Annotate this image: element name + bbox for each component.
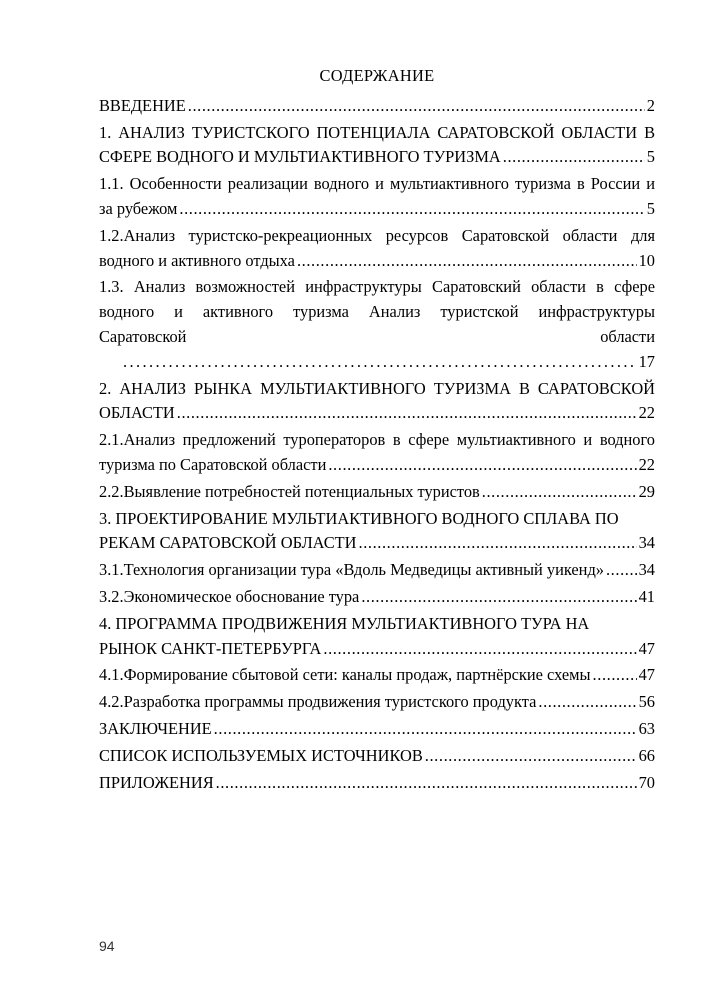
toc-line xyxy=(99,197,655,222)
toc-entry xyxy=(99,744,655,769)
toc-entry xyxy=(99,585,655,610)
page-number: 66 xyxy=(638,745,655,765)
toc-entry xyxy=(99,558,655,583)
page-number: 5 xyxy=(646,198,655,218)
dot-leader xyxy=(361,585,636,610)
toc-line xyxy=(99,771,655,796)
toc-line xyxy=(99,663,655,688)
toc-line: 4. ПРОГРАММА ПРОДВИЖЕНИЯ МУЛЬТИАКТИВНОГО ТУРА НА xyxy=(99,613,590,633)
toc-entry-text: за рубежом xyxy=(99,198,178,218)
toc-line xyxy=(99,531,655,556)
toc-entry-text: ОБЛАСТИ xyxy=(99,403,175,423)
toc-entry xyxy=(99,94,655,119)
toc-line xyxy=(99,744,655,769)
toc-entry xyxy=(99,663,655,688)
page-number: 47 xyxy=(638,665,655,685)
toc-entry xyxy=(99,121,655,171)
toc-title: СОДЕРЖАНИЕ xyxy=(319,66,435,85)
dot-leader xyxy=(503,145,645,170)
dot-leader xyxy=(482,480,637,505)
toc-entry xyxy=(99,480,655,505)
page-number: 34 xyxy=(638,560,655,580)
page-number: 63 xyxy=(638,718,655,738)
toc-line xyxy=(99,637,655,662)
dot-leader xyxy=(216,771,637,796)
page-number: 22 xyxy=(638,454,655,474)
page-number: 22 xyxy=(638,403,655,423)
toc-line xyxy=(99,585,655,610)
toc-entry-text: водного и активного отдыха xyxy=(99,250,295,270)
footer-page-number: 94 xyxy=(99,938,115,954)
dot-leader xyxy=(593,663,637,688)
toc-entry xyxy=(99,717,655,742)
dot-leader xyxy=(123,350,637,375)
toc-line: 3. ПРОЕКТИРОВАНИЕ МУЛЬТИАКТИВНОГО ВОДНОГО СПЛАВА ПО xyxy=(99,508,619,528)
dot-leader xyxy=(328,453,636,478)
dot-leader xyxy=(425,744,637,769)
page-number: 41 xyxy=(638,586,655,606)
toc-entry-text: туризма по Саратовской области xyxy=(99,454,327,474)
toc-line: водного и активного туризма Анализ туристской инфраструктуры xyxy=(99,302,655,322)
toc-entry-text: ПРИЛОЖЕНИЯ xyxy=(99,772,214,792)
page-number: 56 xyxy=(638,692,655,712)
toc-line xyxy=(99,453,655,478)
page-number: 29 xyxy=(638,481,655,501)
toc-line: 1.1. Особенности реализации водного и мультиактивного туризма в России и xyxy=(99,174,655,194)
toc-entry xyxy=(99,690,655,715)
page-number: 70 xyxy=(638,772,655,792)
toc-entry-text: РЫНОК САНКТ-ПЕТЕРБУРГА xyxy=(99,638,322,658)
toc-entry xyxy=(99,507,655,557)
toc-entry-text: СПИСОК ИСПОЛЬЗУЕМЫХ ИСТОЧНИКОВ xyxy=(99,745,423,765)
dot-leader xyxy=(179,197,644,222)
toc-entry xyxy=(99,172,655,222)
dot-leader xyxy=(606,558,637,583)
toc-line xyxy=(99,717,655,742)
dot-leader xyxy=(323,637,636,662)
toc-entry xyxy=(99,428,655,478)
toc-entry xyxy=(99,224,655,274)
page-number: 34 xyxy=(638,533,655,553)
toc-line xyxy=(99,480,655,505)
toc-line: 2.1.Анализ предложений туроператоров в сфере мультиактивного и водного xyxy=(99,430,655,450)
toc-entry-text: 4.2.Разработка программы продвижения туристского продукта xyxy=(99,692,537,712)
toc-entry-text: 4.1.Формирование сбытовой сети: каналы продаж, партнёрские схемы xyxy=(99,665,591,685)
toc-entry-text: 3.2.Экономическое обоснование тура xyxy=(99,586,360,606)
toc-line: 1. АНАЛИЗ ТУРИСТСКОГО ПОТЕНЦИАЛА САРАТОВСКОЙ ОБЛАСТИ В xyxy=(99,122,655,142)
dot-leader xyxy=(177,401,637,426)
toc-line xyxy=(99,94,655,119)
dot-leader xyxy=(214,717,637,742)
dot-leader xyxy=(359,531,637,556)
toc-entry xyxy=(99,275,655,374)
toc-entry-text: 2.2.Выявление потребностей потенциальных туристов xyxy=(99,481,480,501)
toc-line: 1.2.Анализ туристско-рекреационных ресурсов Саратовской области для xyxy=(99,225,655,245)
toc-line xyxy=(99,558,655,583)
toc-line: 1.3. Анализ возможностей инфраструктуры Саратовский области в сфере xyxy=(99,277,655,297)
toc-entry-text: ЗАКЛЮЧЕНИЕ xyxy=(99,718,212,738)
toc-line: 2. АНАЛИЗ РЫНКА МУЛЬТИАКТИВНОГО ТУРИЗМА В САРАТОВСКОЙ xyxy=(99,378,655,398)
page-number: 5 xyxy=(646,147,655,167)
toc-entry xyxy=(99,771,655,796)
toc-line xyxy=(99,249,655,274)
dot-leader xyxy=(188,94,645,119)
toc-line: Саратовской области xyxy=(99,326,655,346)
page-number: 17 xyxy=(638,351,655,371)
page-number: 2 xyxy=(646,95,655,115)
toc-entry xyxy=(99,612,655,662)
toc-line xyxy=(99,350,655,375)
toc-entry xyxy=(99,377,655,427)
toc-line xyxy=(99,690,655,715)
dot-leader xyxy=(297,249,637,274)
toc-entry-text: ВВЕДЕНИЕ xyxy=(99,95,186,115)
page-number: 47 xyxy=(638,638,655,658)
toc-entry-text: РЕКАМ САРАТОВСКОЙ ОБЛАСТИ xyxy=(99,533,357,553)
dot-leader xyxy=(538,690,636,715)
toc-line xyxy=(99,145,655,170)
toc-entry-text: СФЕРЕ ВОДНОГО И МУЛЬТИАКТИВНОГО ТУРИЗМА xyxy=(99,147,501,167)
toc-entry-text: 3.1.Технология организации тура «Вдоль Медведицы активный уикенд» xyxy=(99,560,604,580)
toc-line xyxy=(99,401,655,426)
page-number: 10 xyxy=(638,250,655,270)
